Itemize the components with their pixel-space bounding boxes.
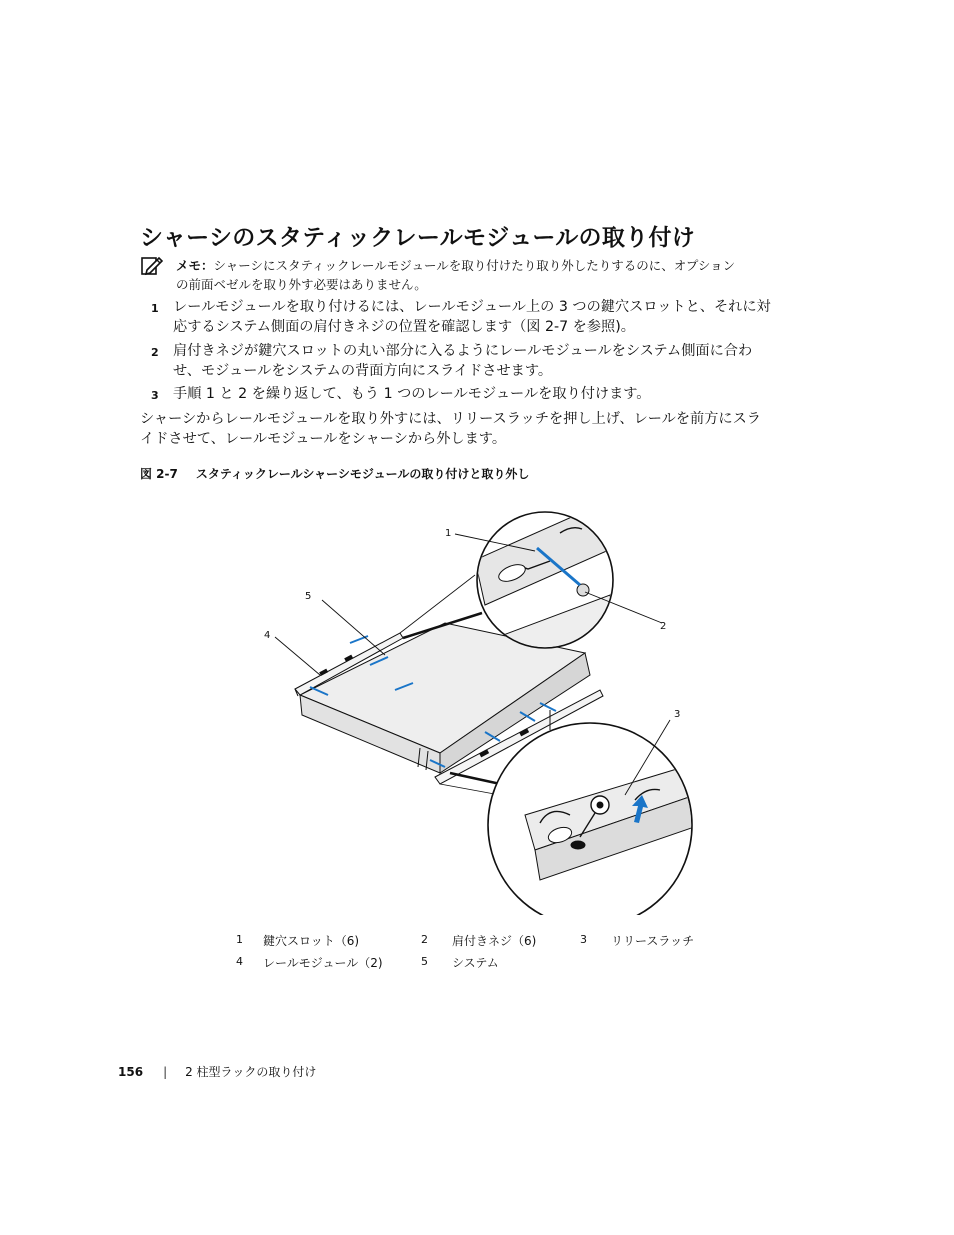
note-label: メモ： xyxy=(176,258,214,273)
note-block xyxy=(176,256,816,294)
callout-1: 1 xyxy=(445,528,452,539)
legend-text: 鍵穴スロット（6) xyxy=(263,934,360,948)
step-line: せ、モジュールをシステムの背面方向にスライドさせます。 xyxy=(173,363,553,379)
figure-title: スタティックレールシャーシモジュールの取り付けと取り外し xyxy=(195,467,530,481)
page-footer xyxy=(118,1063,316,1080)
alignment-arrow xyxy=(350,636,368,643)
step-number: 3 xyxy=(151,389,159,402)
legend-number: 1 xyxy=(236,933,243,946)
legend-text: レールモジュール（2) xyxy=(263,956,383,970)
paragraph-line: シャーシからレールモジュールを取り外すには、リリースラッチを押し上げ、レールを前方にスラ xyxy=(140,411,761,427)
legend-number: 3 xyxy=(580,933,587,946)
footer-separator: | xyxy=(163,1065,168,1079)
removal-paragraph xyxy=(140,409,810,449)
step-text xyxy=(173,297,813,337)
step-text xyxy=(173,384,813,404)
alignment-arrow xyxy=(540,703,556,711)
callout-4: 4 xyxy=(264,630,271,641)
section-title: シャーシのスタティックレールモジュールの取り付け xyxy=(140,225,696,251)
legend-number: 4 xyxy=(236,955,243,968)
callout-3: 3 xyxy=(674,709,681,720)
legend-text: リリースラッチ xyxy=(611,934,695,948)
legend-text: 肩付きネジ（6) xyxy=(452,934,537,948)
step-number: 1 xyxy=(151,302,159,315)
step-line: 応するシステム側面の肩付きネジの位置を確認します（図 2-7 を参照)。 xyxy=(173,319,635,335)
legend-text: システム xyxy=(452,956,499,970)
callout-5: 5 xyxy=(305,591,312,602)
figure-caption xyxy=(140,465,529,482)
pencil-note-icon xyxy=(141,256,163,276)
step-text xyxy=(173,341,813,381)
chapter-title: 2 柱型ラックの取り付け xyxy=(185,1065,317,1079)
step-line: 手順 1 と 2 を繰り返して、もう 1 つのレールモジュールを取り付けます。 xyxy=(173,386,651,402)
rail-module-illustration xyxy=(250,505,710,915)
legend-number: 2 xyxy=(421,933,428,946)
step-number: 2 xyxy=(151,346,159,359)
step-line: 肩付きネジが鍵穴スロットの丸い部分に入るようにレールモジュールをシステム側面に合わ xyxy=(173,343,753,359)
paragraph-line: イドさせて、レールモジュールをシャーシから外します。 xyxy=(140,431,507,447)
step-line: レールモジュールを取り付けるには、レールモジュール上の 3 つの鍵穴スロットと、それに対 xyxy=(173,299,771,315)
legend-number: 5 xyxy=(421,955,428,968)
page-number: 156 xyxy=(118,1065,144,1079)
note-text-line2: の前面ベゼルを取り外す必要はありません。 xyxy=(176,277,427,292)
note-text-line1: シャーシにスタティックレールモジュールを取り付けたり取り外したりするのに、オプション xyxy=(213,258,736,273)
callout-2: 2 xyxy=(660,621,667,632)
figure-number: 図 2-7 xyxy=(140,467,178,481)
